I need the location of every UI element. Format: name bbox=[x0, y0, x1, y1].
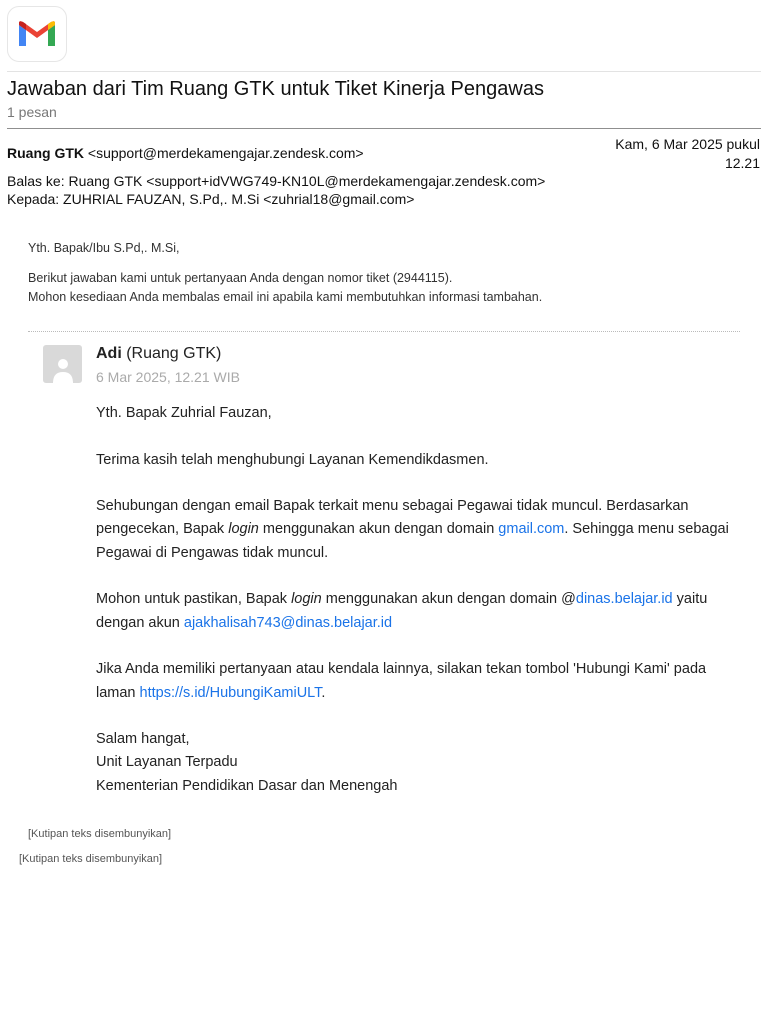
sender-email: <support@merdekamengajar.zendesk.com> bbox=[87, 145, 364, 161]
signature-line-1: Salam hangat, bbox=[96, 731, 190, 748]
intro-greeting: Yth. Bapak/Ibu S.Pd,. M.Si, bbox=[28, 241, 180, 255]
reply-paragraph-2: Mohon untuk pastikan, Bapak login menggunakan akun dengan domain @dinas.belajar.id yaitu dengan akun ajakhalisah743@dinas.belajar.id bbox=[96, 591, 708, 631]
account-email-link[interactable]: ajakhalisah743@dinas.belajar.id bbox=[183, 614, 393, 631]
reply-paragraph-3: Jika Anda memiliki pertanyaan atau kendala lainnya, silakan tekan tombol 'Hubungi Kami' pada laman https://s.id/HubungiKamiULT. bbox=[96, 661, 707, 701]
intro-line-1: Berikut jawaban kami untuk pertanyaan Anda dengan nomor tiket (2944115). bbox=[28, 271, 453, 285]
hidden-quote-toggle-1[interactable]: [Kutipan teks disembunyikan] bbox=[28, 828, 172, 840]
agent-team: (Ruang GTK) bbox=[121, 345, 222, 362]
subject-divider bbox=[7, 128, 761, 129]
gmail-logo-icon bbox=[17, 19, 57, 49]
login-term: login bbox=[291, 591, 322, 608]
sender-name: Ruang GTK bbox=[7, 145, 84, 161]
agent-header bbox=[96, 345, 221, 363]
signature bbox=[96, 728, 746, 798]
signature-line-3: Kementerian Pendidikan Dasar dan Menengah bbox=[96, 777, 398, 794]
email-date-line2: 12.21 bbox=[724, 155, 760, 171]
dotted-separator bbox=[28, 331, 740, 332]
intro-line-2: Mohon kesediaan Anda membalas email ini apabila kami membutuhkan informasi tambahan. bbox=[28, 290, 543, 304]
message-count: 1 pesan bbox=[7, 104, 57, 120]
hubungi-kami-link[interactable]: https://s.id/HubungiKamiULT bbox=[139, 684, 322, 701]
login-term: login bbox=[228, 521, 259, 538]
email-date bbox=[560, 135, 760, 173]
recipient-line: Kepada: ZUHRIAL FAUZAN, S.Pd,. M.Si <zuhrial18@gmail.com> bbox=[7, 191, 415, 207]
gmail-domain-link[interactable]: gmail.com bbox=[498, 521, 565, 538]
email-date-line1: Kam, 6 Mar 2025 pukul bbox=[615, 136, 760, 152]
reply-timestamp: 6 Mar 2025, 12.21 WIB bbox=[96, 369, 240, 385]
person-icon bbox=[48, 353, 78, 383]
reply-to-line: Balas ke: Ruang GTK <support+idVWG749-KN10L@merdekamengajar.zendesk.com> bbox=[7, 173, 546, 189]
reply-greeting: Yth. Bapak Zuhrial Fauzan, bbox=[96, 405, 272, 421]
belajar-domain-link[interactable]: dinas.belajar.id bbox=[575, 591, 673, 608]
hidden-quote-toggle-2[interactable]: [Kutipan teks disembunyikan] bbox=[19, 853, 163, 865]
sender-line[interactable] bbox=[7, 145, 364, 161]
email-subject: Jawaban dari Tim Ruang GTK untuk Tiket Kinerja Pengawas bbox=[7, 78, 544, 100]
reply-paragraph-1: Sehubungan dengan email Bapak terkait menu sebagai Pegawai tidak muncul. Berdasarkan pengecekan, Bapak login menggunakan akun dengan domain gmail.com. Sehingga menu sebagai Pegawai di Pengawas tidak muncul. bbox=[96, 498, 729, 561]
header-divider bbox=[7, 71, 761, 72]
reply-body bbox=[96, 402, 746, 798]
gmail-logo[interactable] bbox=[7, 6, 67, 62]
signature-line-2: Unit Layanan Terpadu bbox=[96, 754, 238, 771]
reply-thanks: Terima kasih telah menghubungi Layanan Kemendikdasmen. bbox=[96, 451, 489, 468]
agent-name: Adi bbox=[96, 345, 122, 362]
avatar bbox=[43, 345, 82, 383]
